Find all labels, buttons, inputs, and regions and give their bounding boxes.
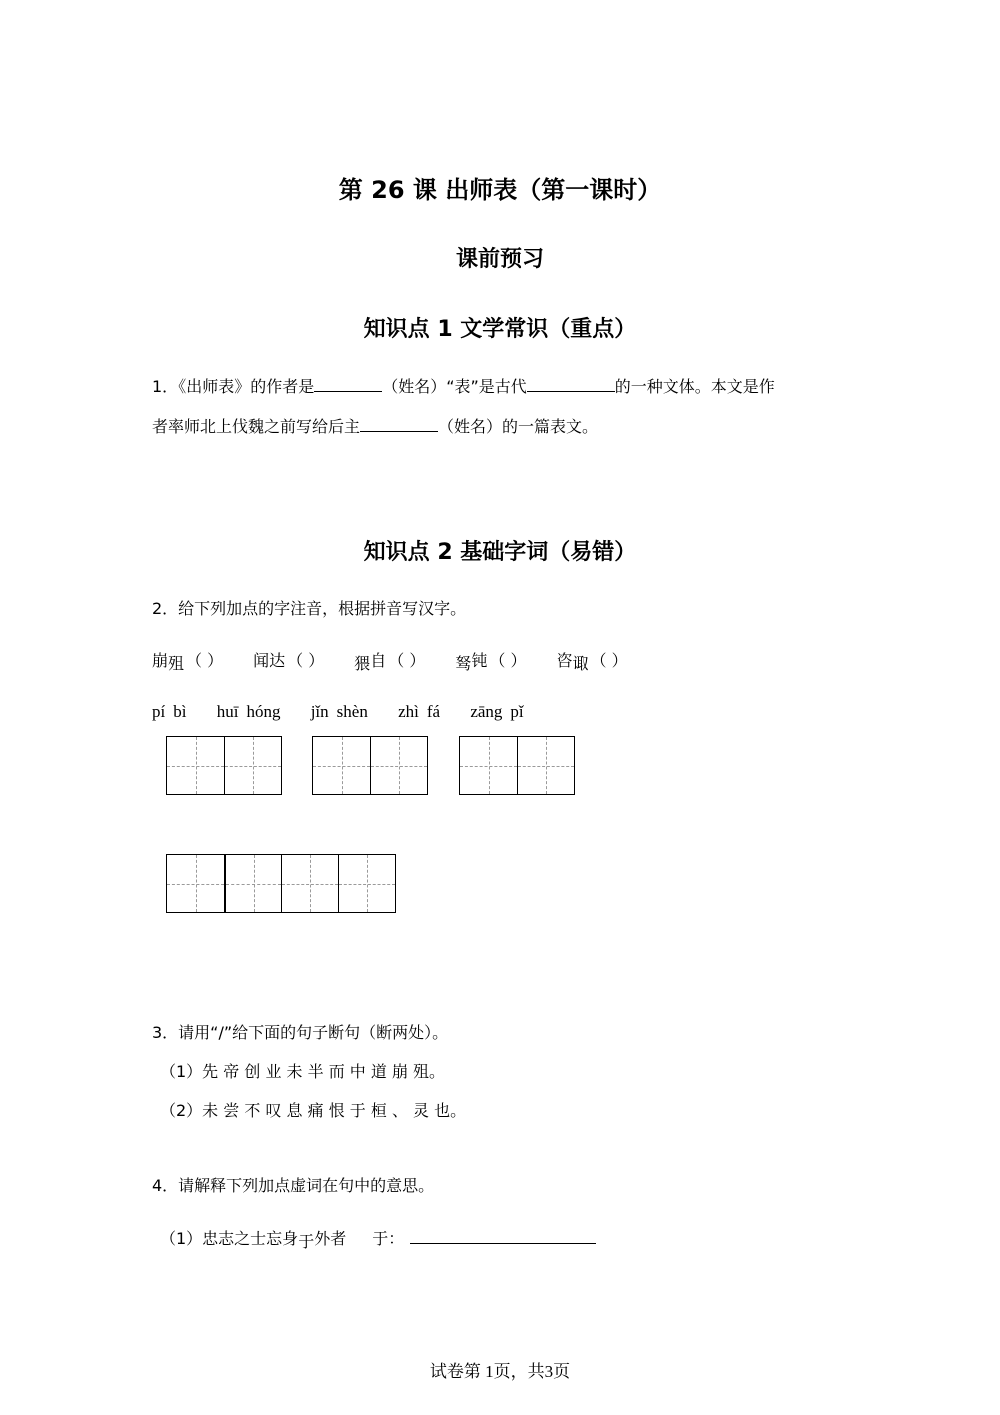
pinyin-group: zāng pǐ — [470, 702, 524, 721]
character-grid-2[interactable] — [312, 736, 428, 795]
author-blank[interactable] — [314, 377, 382, 392]
question-1-number: 1． — [152, 377, 179, 396]
question-4-prompt: 4．请解释下列加点虚词在句中的意思。 — [152, 1176, 435, 1195]
pinyin-answer-slot[interactable]: （ ） — [287, 651, 325, 670]
lesson-title: 第 26 课 出师表（第一课时） — [338, 176, 662, 204]
pinyin-group: pí bì — [152, 702, 187, 721]
question-2-prompt: 2．给下列加点的字注音，根据拼音写汉字。 — [152, 599, 467, 618]
question-4-item-1: （1）忠志之士忘身于外者 于： — [160, 1226, 596, 1249]
page-footer: 试卷第 1页，共3页 — [429, 1362, 571, 1381]
pinyin-answer-slot[interactable]: （ ） — [186, 651, 224, 670]
knowledge-point-2-heading: 知识点 2 基础字词（易错） — [363, 540, 637, 565]
question-3-prompt: 3．请用“/”给下面的句子断句（断两处）。 — [152, 1023, 449, 1042]
pinyin-group: zhì fá — [398, 702, 441, 721]
character-grid-4[interactable] — [166, 854, 396, 913]
word-list — [152, 648, 658, 671]
pinyin-group: huī hóng — [216, 702, 281, 721]
question-1-line-1: 1．《出师表》的作者是 （姓名）“表”是古代 的一种文体。本文是作 — [152, 377, 775, 396]
pinyin-answer-slot[interactable]: （ ） — [489, 651, 527, 670]
word-item: 猥自 （ ） — [354, 651, 426, 673]
pinyin-row — [152, 702, 550, 722]
character-grid-1[interactable] — [166, 736, 282, 795]
word-item: 闻达 （ ） — [253, 651, 325, 670]
character-grid-3[interactable] — [459, 736, 575, 795]
emperor-blank[interactable] — [360, 417, 438, 432]
question-3-item-2: （2）未 尝 不 叹 息 痛 恨 于 桓 、 灵 也。 — [160, 1101, 467, 1120]
knowledge-point-1-heading: 知识点 1 文学常识（重点） — [363, 317, 637, 342]
dotted-character: 于 — [298, 1232, 315, 1251]
word-item: 驽钝 （ ） — [455, 651, 527, 673]
word-item: 咨诹 （ ） — [556, 651, 628, 673]
section-heading: 课前预习 — [455, 247, 544, 272]
question-3-item-1: （1）先 帝 创 业 未 半 而 中 道 崩 殂。 — [160, 1062, 446, 1081]
pinyin-answer-slot[interactable]: （ ） — [388, 651, 426, 670]
pinyin-group: jǐn shèn — [310, 702, 368, 721]
question-1-line-2: 者率师北上伐魏之前写给后主 （姓名）的一篇表文。 — [152, 417, 599, 436]
word-item: 崩殂 （ ） — [152, 651, 224, 673]
pinyin-answer-slot[interactable]: （ ） — [590, 651, 628, 670]
genre-blank[interactable] — [527, 377, 615, 392]
meaning-answer-blank[interactable] — [410, 1229, 596, 1244]
